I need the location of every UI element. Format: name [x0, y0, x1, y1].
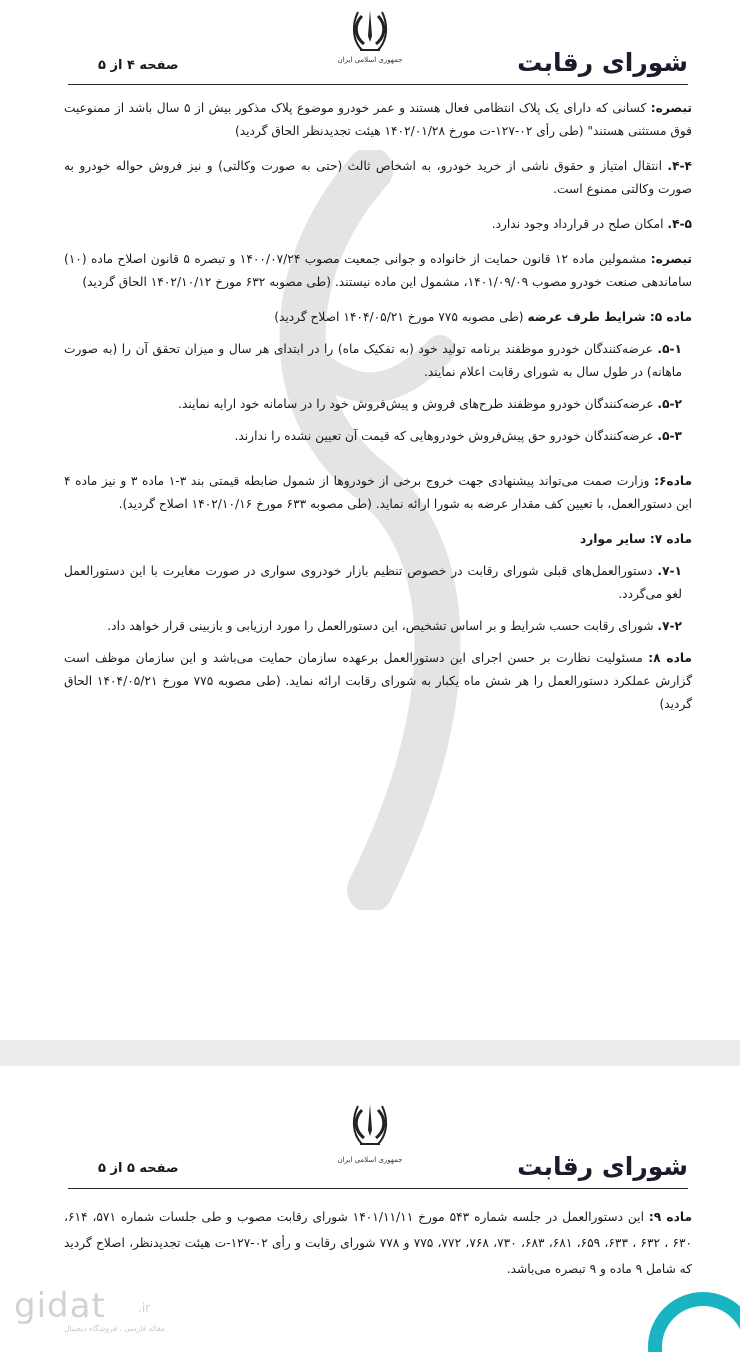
gidat-watermark-logo: [12, 1286, 177, 1336]
page-number: صفحه ۵ از ۵: [98, 1161, 179, 1176]
header-rule: [68, 1188, 688, 1189]
gidat-logo-domain: .ir: [138, 1301, 151, 1315]
paragraph: ۷-۱. دستورالعمل‌های قبلی شورای رقابت در خصوص تنظیم بازار خودروی سواری در صورت مغایرت با این دستورالعمل لغو می‌گردد.: [64, 564, 682, 601]
gidat-logo-word: gidat: [14, 1286, 106, 1326]
page-body: [64, 97, 692, 728]
emblem-caption: جمهوری اسلامی ایران: [337, 56, 403, 64]
paragraph: ۷-۲. شورای رقابت حسب شرایط و بر اساس تشخیص، این دستورالعمل را مورد ارزیابی و بازبینی قرار خواهد داد.: [107, 619, 682, 633]
page-title: شورای رقابت: [517, 1152, 688, 1181]
article-heading: ماده ۵: شرایط طرف عرضه (طی مصوبه ۷۷۵ مورخ ۱۴۰۴/۰۵/۲۱ اصلاح گردید): [274, 310, 692, 324]
iran-emblem-icon: [350, 1100, 390, 1152]
emblem-caption: جمهوری اسلامی ایران: [337, 1156, 403, 1164]
floating-action-button[interactable]: [648, 1292, 740, 1352]
paragraph: ماده۶: وزارت صمت می‌تواند پیشنهادی جهت خروج برخی از خودروها از شمول ضابطه قیمتی بند ۳-۱ ماده ۳ و نیز ماده ۴ این دستورالعمل، با تعیین کف مقدار عرضه به شورا ارائه نماید. (طی مصوبه ۶۳۳ مورخ ۱۴۰۲/۱۰/۱۶ اصلاح گردید).: [64, 474, 692, 511]
article-heading: ماده ۷: سایر موارد: [580, 532, 692, 546]
paragraph: تبصره: مشمولین ماده ۱۲ قانون حمایت از خانواده و جوانی جمعیت مصوب ۱۴۰۰/۰۷/۲۴ و تبصره ۵ قانون اصلاح ماده (۱۰) ساماندهی صنعت خودرو مصوب ۱۴۰۱/۰۹/۰۹، مشمول این ماده نیستند. (طی مصوبه ۶۳۲ مورخ ۱۴۰۲/۱۰/۱۲ الحاق گردید): [64, 252, 692, 289]
paragraph: ۴-۵. امکان صلح در قرارداد وجود ندارد.: [491, 217, 692, 231]
page-number: صفحه ۴ از ۵: [98, 58, 179, 73]
paragraph: ۵-۳. عرضه‌کنندگان خودرو حق پیش‌فروش خودروهایی که قیمت آن تعیین نشده را ندارند.: [234, 429, 682, 443]
gidat-logo-tagline: مقاله فارسی ، فروشگاه دیجیتال: [64, 1324, 165, 1333]
header-rule: [68, 84, 688, 85]
paragraph: ماده ۸: مسئولیت نظارت بر حسن اجرای این دستورالعمل برعهده سازمان حمایت می‌باشد و این سازمان موظف است گزارش عملکرد دستورالعمل را هر شش ماه یکبار به شورای رقابت ارائه نماید. (طی مصوبه ۷۷۵ مورخ ۱۴۰۴/۰۵/۲۱ الحاق گردید): [64, 651, 692, 711]
paragraph: ماده ۹: این دستورالعمل در جلسه شماره ۵۴۳ مورخ ۱۴۰۱/۱۱/۱۱ شورای رقابت مصوب و طی جلسات شماره ۵۷۱، ۶۱۴، ۶۳۰ ، ۶۳۲ ، ۶۳۳، ۶۵۹، ۶۸۱، ۶۸۳، ۷۳۰، ۷۶۸، ۷۷۲، ۷۷۵ و ۷۷۸ شورای رقابت و رأی ۰۲-۱۲۷-ت هیئت تجدیدنظر، اصلاح گردید که شامل ۹ ماده و ۹ تبصره می‌باشد.: [64, 1210, 693, 1276]
paragraph: ۵-۱. عرضه‌کنندگان خودرو موظفند برنامه تولید خود (به تفکیک ماه) را در ابتدای هر سال و میزان تحقق آن را (به صورت ماهانه) در طول سال به شورای رقابت اعلام نمایند.: [64, 342, 682, 379]
iran-emblem-icon: [350, 6, 390, 58]
paragraph: ۵-۲. عرضه‌کنندگان خودرو موظفند طرح‌های فروش و پیش‌فروش خود را در سامانه خود ارایه نمایند.: [178, 397, 682, 411]
page-body: [64, 1204, 692, 1294]
page-title: شورای رقابت: [517, 48, 688, 77]
paragraph: ۴-۴. انتقال امتیاز و حقوق ناشی از خرید خودرو، به اشخاص ثالث (حتی به صورت وکالتی) و نیز فروش حواله خودرو به صورت وکالتی ممنوع است.: [64, 159, 692, 196]
paragraph: تبصره: کسانی که دارای یک پلاک انتظامی فعال هستند و عمر خودرو موضوع پلاک مذکور بیش از ۵ سال باشد از ممنوعیت فوق مستثنی هستند" (طی رأی ۰۲-۱۲۷-ت مورخ ۱۴۰۲/۰۱/۲۸ هیئت تجدیدنظر الحاق گردید): [64, 101, 692, 138]
